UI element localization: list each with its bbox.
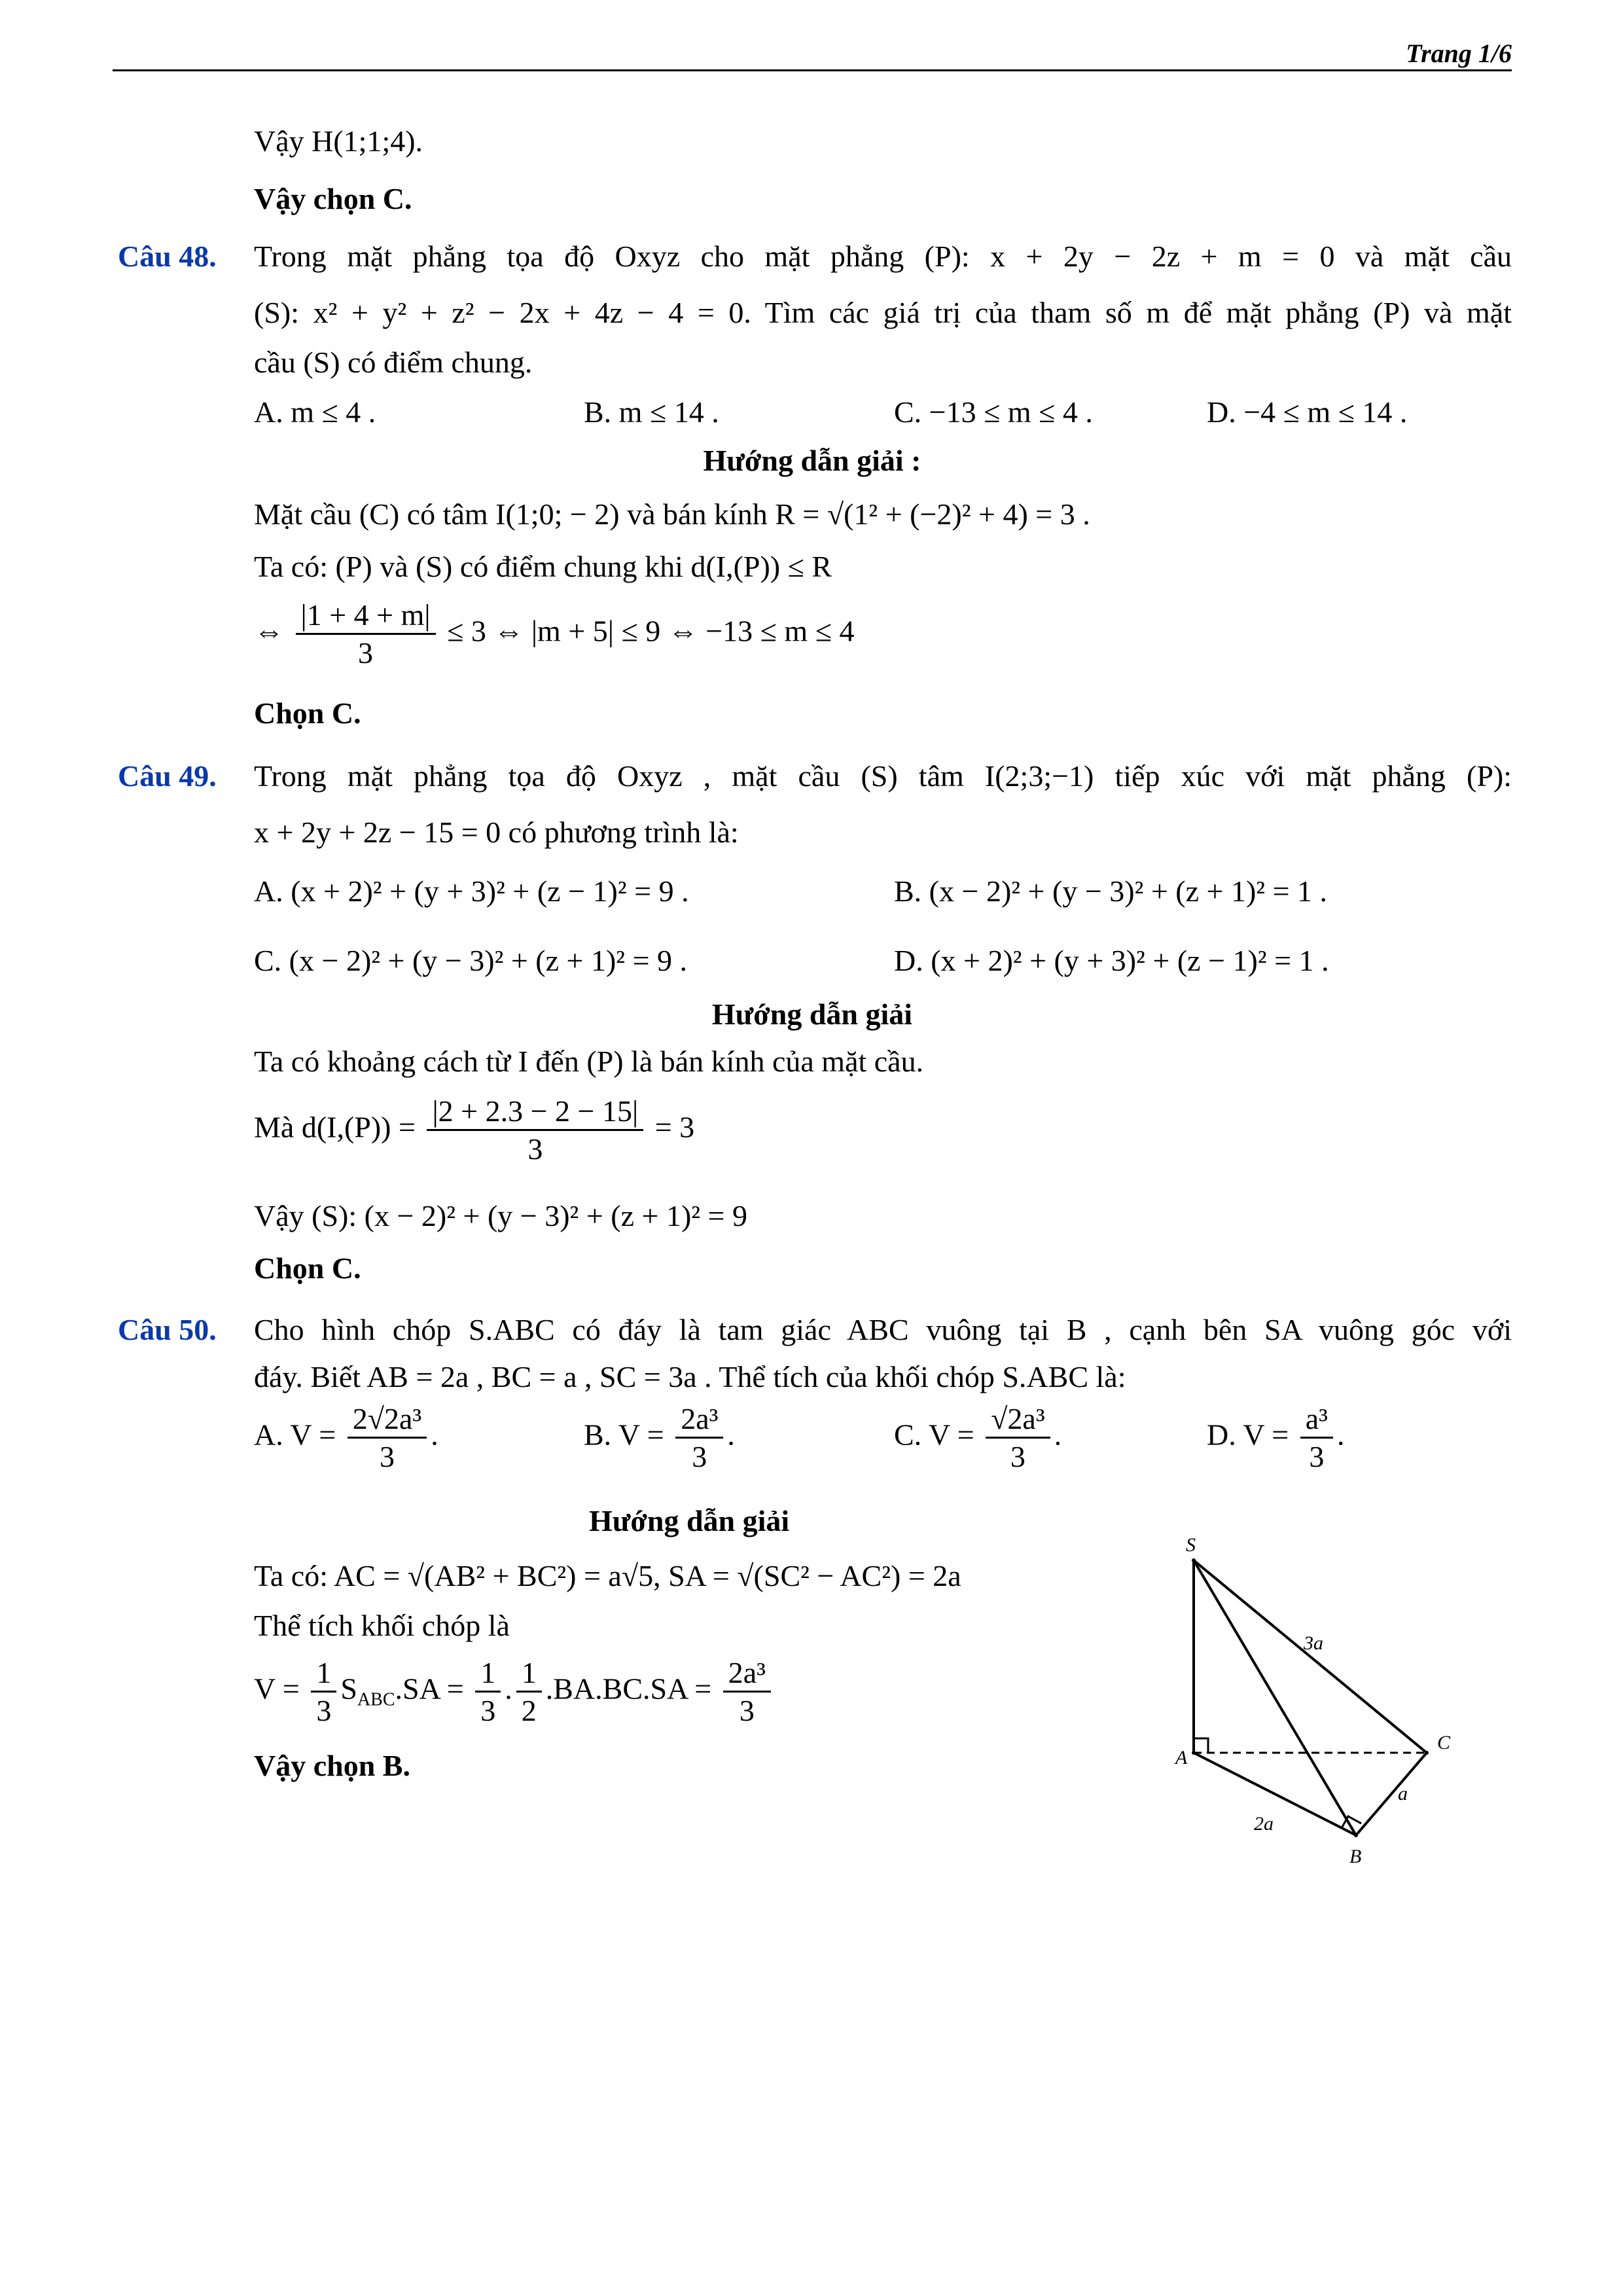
right-angle-a bbox=[1194, 1738, 1208, 1753]
label-s: S bbox=[1186, 1534, 1196, 1556]
q48-stem-line2: (S): x² + y² + z² − 2x + 4z − 4 = 0. Tìm các giá trị của tham số m để mặt phẳng (P) và mặt bbox=[254, 296, 1512, 329]
q50-frac-4-num: 2a³ bbox=[723, 1655, 771, 1693]
page-number: Trang 1/6 bbox=[1406, 39, 1512, 68]
q50-option-b-num: 2a³ bbox=[675, 1401, 723, 1439]
q48-option-d: D. −4 ≤ m ≤ 14 . bbox=[1207, 395, 1408, 429]
vertex-b bbox=[1354, 1833, 1358, 1837]
edge-bc bbox=[1356, 1753, 1427, 1835]
q50-option-b-fraction bbox=[675, 1401, 723, 1475]
q50-frac-4 bbox=[723, 1655, 771, 1729]
q48-fraction-num: |1 + 4 + m| bbox=[296, 597, 436, 635]
q49-fraction-num: |2 + 2.3 − 2 − 15| bbox=[427, 1093, 643, 1131]
q50-option-a-fraction bbox=[348, 1401, 427, 1475]
q50-solution-line2: Thể tích khối chóp là bbox=[254, 1609, 510, 1642]
q50-product: .BA.BC.SA = bbox=[545, 1672, 712, 1706]
q48-inequality: ≤ 3 ⇔ |m + 5| ≤ 9 ⇔ −13 ≤ m ≤ 4 bbox=[447, 614, 855, 648]
q50-frac-2 bbox=[475, 1655, 501, 1729]
vertex-c bbox=[1425, 1751, 1429, 1755]
q50-solution-line3 bbox=[254, 1655, 775, 1729]
vertex-a bbox=[1192, 1751, 1196, 1755]
pyramid-figure bbox=[1152, 1518, 1466, 1872]
q50-guide-title: Hướng dẫn giải bbox=[589, 1504, 790, 1537]
q50-frac-2-num: 1 bbox=[475, 1655, 501, 1693]
q50-option-c: C. V = $\frac{\text{√2a³}}{3}$ . bbox=[894, 1401, 1061, 1475]
q49-option-a: A. (x + 2)² + (y + 3)² + (z − 1)² = 9 . bbox=[254, 874, 689, 908]
q50-option-a-den: 3 bbox=[379, 1440, 395, 1474]
q49-solution-line3: Vậy (S): (x − 2)² + (y − 3)² + (z + 1)² = 9 bbox=[254, 1199, 747, 1232]
q50-option-b-label: B. V = bbox=[584, 1418, 664, 1452]
label-b: B bbox=[1349, 1846, 1362, 1867]
edge-sc bbox=[1194, 1560, 1427, 1753]
q48-number: Câu 48. bbox=[118, 240, 217, 273]
q49-solution-line1: Ta có khoảng cách từ I đến (P) là bán kính của mặt cầu. bbox=[254, 1045, 924, 1078]
q48-guide-title: Hướng dẫn giải : bbox=[703, 444, 921, 477]
q50-frac-1 bbox=[311, 1655, 336, 1729]
q50-option-a: A. V = $\frac{\text{2√2a³}}{3}$ . bbox=[254, 1401, 438, 1475]
q50-option-c-fraction bbox=[986, 1401, 1050, 1475]
prev-choice: Vậy chọn C. bbox=[254, 182, 412, 215]
q48-solution-line3 bbox=[254, 597, 854, 671]
q48-solution-line1: Mặt cầu (C) có tâm I(1;0; − 2) và bán kính R = √(1² + (−2)² + 4) = 3 . bbox=[254, 497, 1090, 531]
q50-option-d-num: a³ bbox=[1300, 1401, 1333, 1439]
q50-option-c-den: 3 bbox=[1010, 1440, 1026, 1474]
q49-distance-value: = 3 bbox=[654, 1110, 695, 1144]
q50-option-c-label: C. V = bbox=[894, 1418, 974, 1452]
q49-stem-line2: x + 2y + 2z − 15 = 0 có phương trình là: bbox=[254, 816, 739, 849]
q49-distance-label: Mà d(I,(P)) = bbox=[254, 1110, 416, 1144]
label-bc-length: a bbox=[1398, 1783, 1408, 1804]
q50-frac-3-num: 1 bbox=[516, 1655, 542, 1693]
q48-stem-line1: Trong mặt phẳng tọa độ Oxyz cho mặt phẳng (P): x + 2y − 2z + m = 0 và mặt cầu bbox=[254, 240, 1512, 273]
q48-solution-line2: Ta có: (P) và (S) có điểm chung khi d(I,(P)) ≤ R bbox=[254, 550, 832, 583]
q48-fraction-den: 3 bbox=[358, 636, 374, 670]
q50-option-d-fraction bbox=[1300, 1401, 1333, 1475]
label-c: C bbox=[1437, 1732, 1451, 1753]
q50-option-b: B. V = $\frac{\text{2a³}}{3}$ . bbox=[584, 1401, 735, 1475]
q50-option-d-den: 3 bbox=[1309, 1440, 1325, 1474]
q50-solution-line1: Ta có: AC = √(AB² + BC²) = a√5, SA = √(SC² − AC²) = 2a bbox=[254, 1559, 961, 1592]
q48-choice: Chọn C. bbox=[254, 696, 361, 730]
q50-number: Câu 50. bbox=[118, 1313, 217, 1346]
label-sc-length: 3a bbox=[1304, 1632, 1323, 1654]
label-a: A bbox=[1175, 1747, 1188, 1768]
q50-option-d-label: D. V = bbox=[1207, 1418, 1289, 1452]
q48-stem-line3: cầu (S) có điểm chung. bbox=[254, 346, 533, 379]
q50-stem-line2: đáy. Biết AB = 2a , BC = a , SC = 3a . Thể tích của khối chóp S.ABC là: bbox=[254, 1360, 1126, 1393]
q50-option-a-label: A. V = bbox=[254, 1418, 336, 1452]
q50-frac-1-den: 3 bbox=[316, 1694, 332, 1728]
q49-option-c: C. (x − 2)² + (y − 3)² + (z + 1)² = 9 . bbox=[254, 944, 688, 977]
q50-area-symbol: S bbox=[340, 1672, 357, 1706]
q48-option-c: C. −13 ≤ m ≤ 4 . bbox=[894, 395, 1093, 429]
label-ab-length: 2a bbox=[1254, 1813, 1274, 1835]
vertex-s bbox=[1192, 1558, 1196, 1562]
q50-frac-4-den: 3 bbox=[739, 1694, 755, 1728]
header-rule bbox=[113, 69, 1512, 71]
q48-option-b: B. m ≤ 14 . bbox=[584, 395, 719, 429]
q50-option-b-den: 3 bbox=[692, 1440, 707, 1474]
q49-number: Câu 49. bbox=[118, 759, 217, 793]
q50-volume-label: V = bbox=[254, 1672, 300, 1706]
q50-frac-2-den: 3 bbox=[480, 1694, 496, 1728]
q49-solution-line2 bbox=[254, 1093, 694, 1167]
q50-volume-mid: .SA = bbox=[395, 1672, 464, 1706]
q50-frac-1-num: 1 bbox=[311, 1655, 336, 1693]
q50-option-d: D. V = $\frac{\text{a³}}{3}$ . bbox=[1207, 1401, 1344, 1475]
q49-option-b: B. (x − 2)² + (y − 3)² + (z + 1)² = 1 . bbox=[894, 874, 1328, 908]
q50-frac-3 bbox=[516, 1655, 542, 1729]
q50-option-a-num: 2√2a³ bbox=[348, 1401, 427, 1439]
q48-equiv: ⇔ bbox=[254, 614, 284, 648]
q48-fraction bbox=[296, 597, 436, 671]
q50-frac-3-den: 2 bbox=[521, 1694, 537, 1728]
prev-h-result: Vậy H(1;1;4). bbox=[254, 124, 423, 158]
q49-guide-title: Hướng dẫn giải bbox=[711, 997, 913, 1031]
q50-dot: . bbox=[505, 1672, 512, 1706]
q50-choice: Vậy chọn B. bbox=[254, 1749, 410, 1782]
q49-fraction-den: 3 bbox=[527, 1132, 543, 1166]
q50-option-c-num: √2a³ bbox=[986, 1401, 1050, 1439]
q49-fraction bbox=[427, 1093, 643, 1167]
q49-stem-line1: Trong mặt phẳng tọa độ Oxyz , mặt cầu (S) tâm I(2;3;−1) tiếp xúc với mặt phẳng (P): bbox=[254, 759, 1512, 793]
q49-option-d: D. (x + 2)² + (y + 3)² + (z − 1)² = 1 . bbox=[894, 944, 1329, 977]
q50-area-subscript: ABC bbox=[357, 1689, 395, 1710]
q50-stem-line1: Cho hình chóp S.ABC có đáy là tam giác ABC vuông tại B , cạnh bên SA vuông góc với bbox=[254, 1313, 1512, 1346]
q49-choice: Chọn C. bbox=[254, 1251, 361, 1285]
q48-option-a: A. m ≤ 4 . bbox=[254, 395, 376, 429]
